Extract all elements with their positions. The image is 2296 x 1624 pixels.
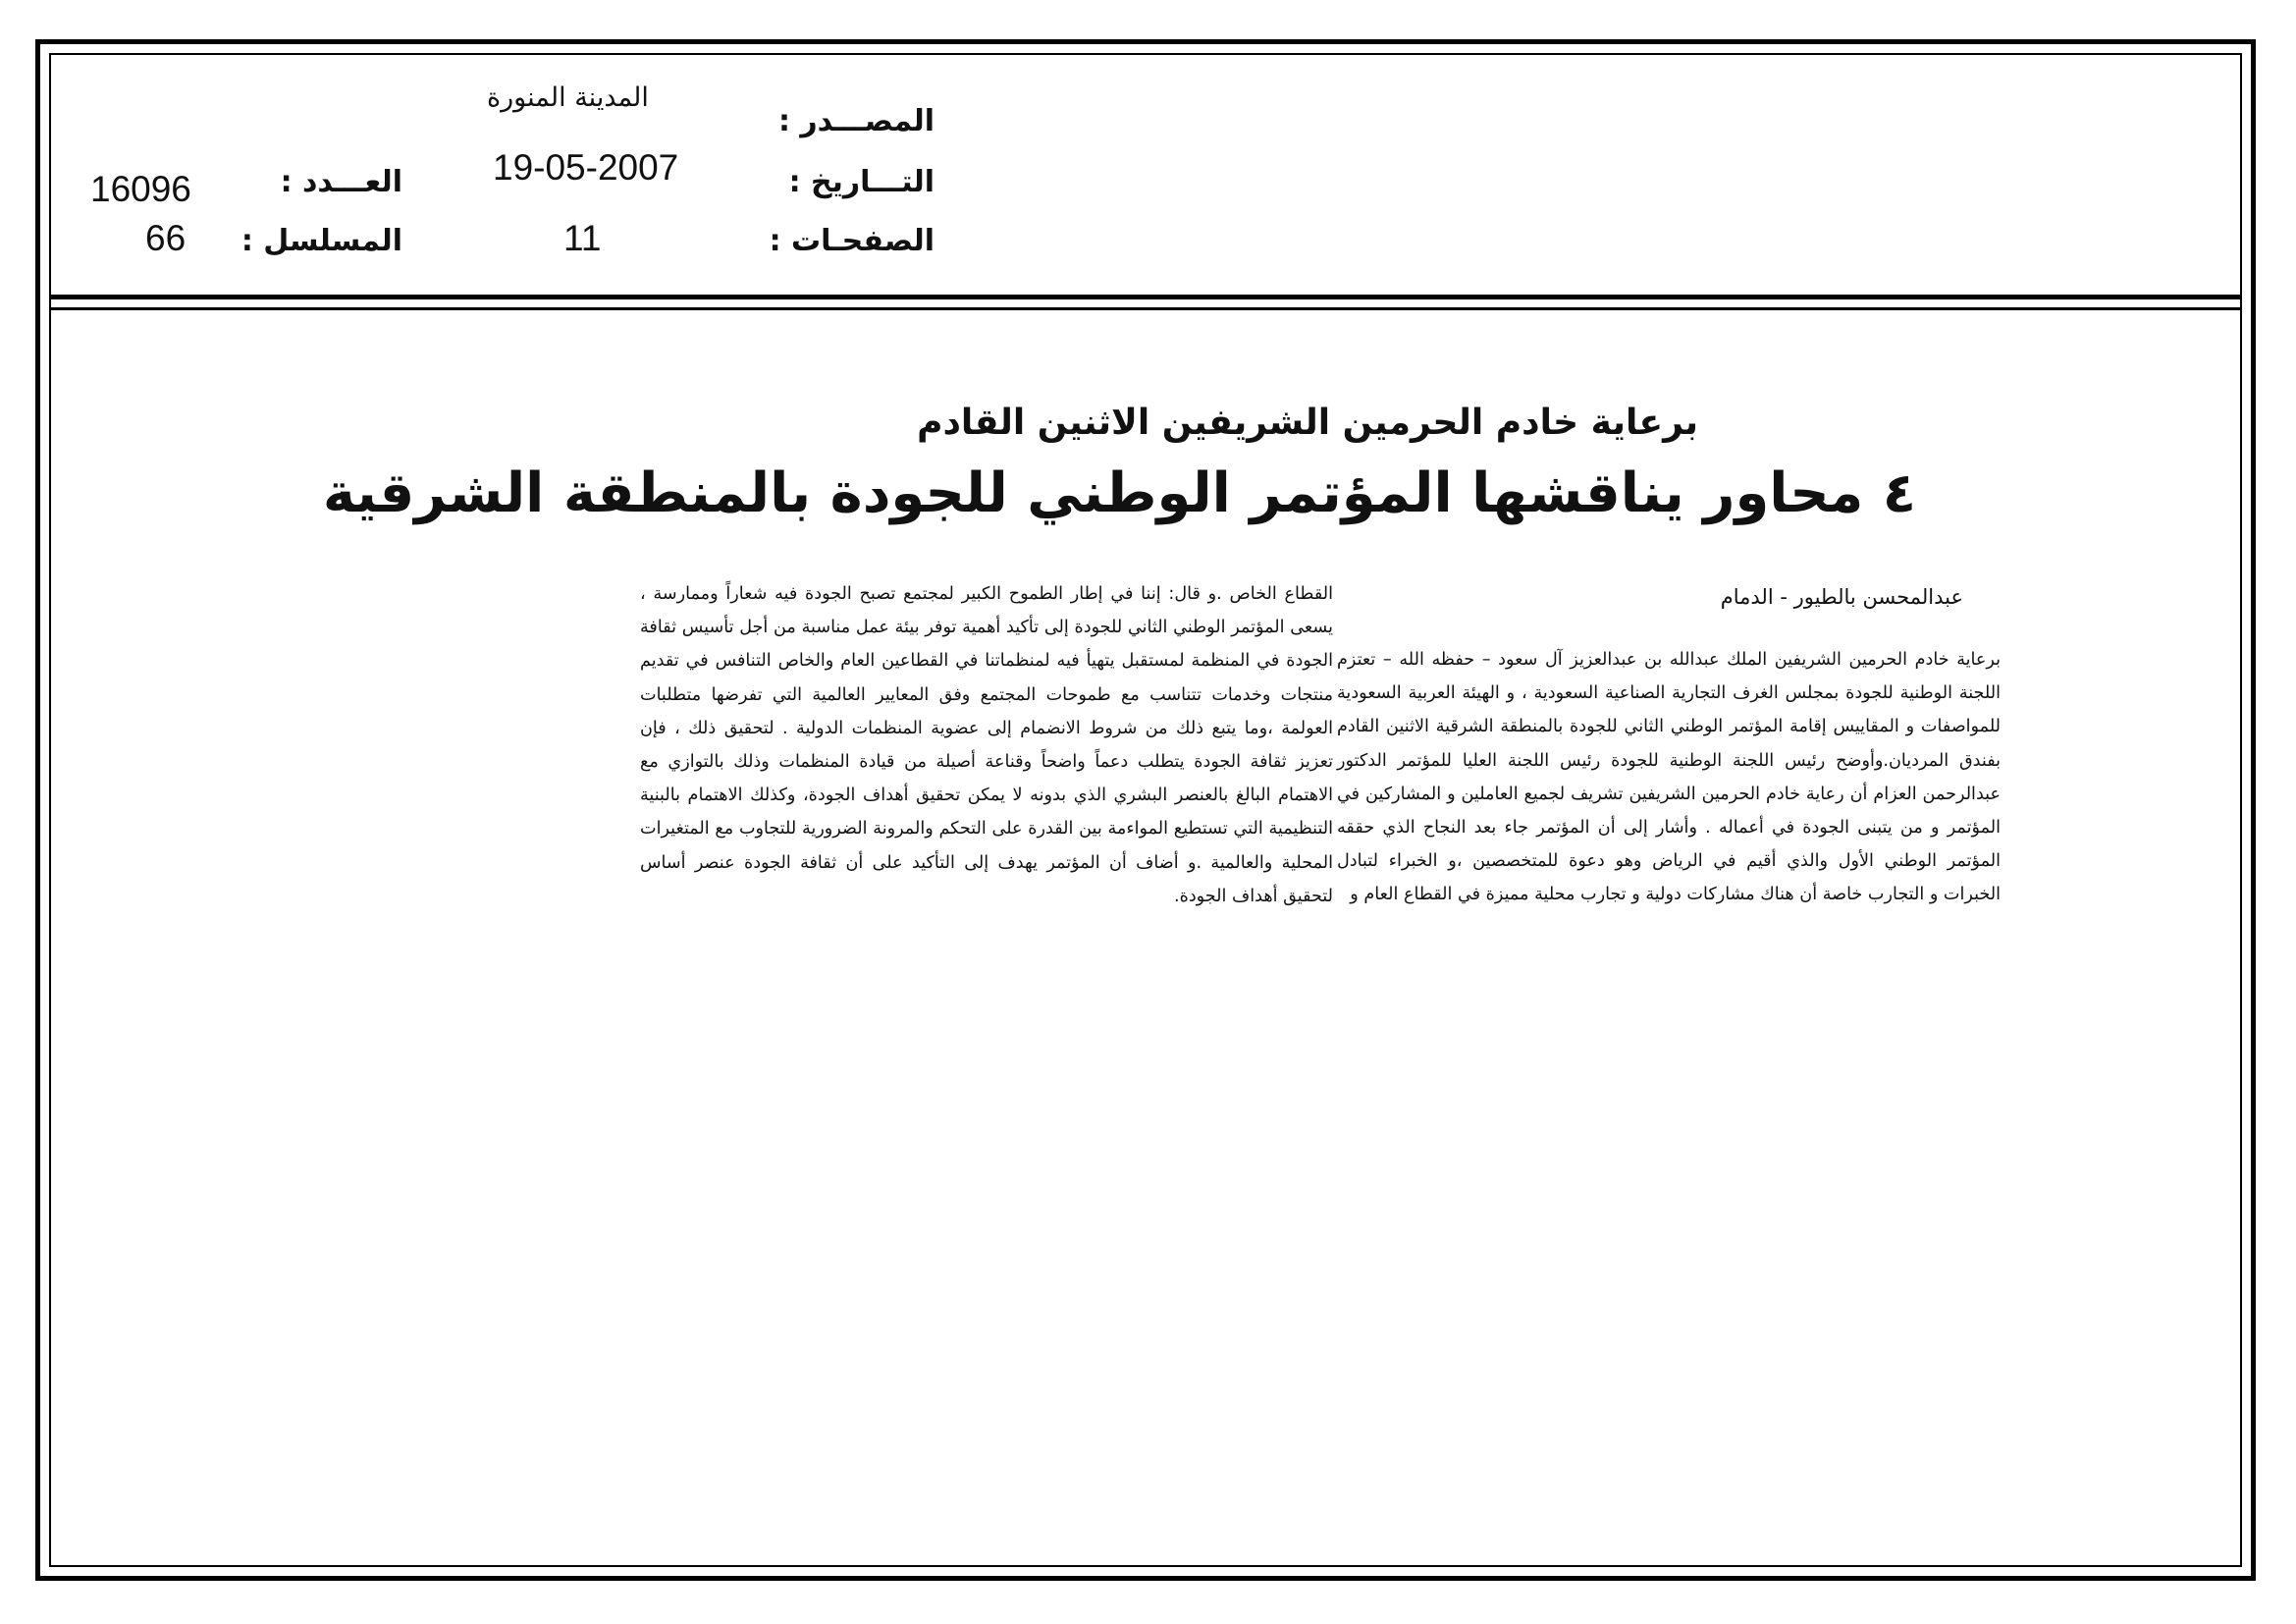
- header-divider: [49, 295, 2242, 299]
- date-value: 19-05-2007: [493, 147, 679, 188]
- serial-value: 66: [145, 218, 187, 258]
- issue-label: العـــدد :: [280, 165, 402, 199]
- article-byline: عبدالمحسن بالطيور - الدمام: [1720, 585, 1963, 609]
- date-label: التـــاريخ :: [788, 165, 934, 199]
- pages-label: الصفحـات :: [769, 224, 934, 258]
- article-kicker: برعاية خادم الحرمين الشريفين الاثنين القادم: [917, 403, 1698, 443]
- article-headline: ٤ محاور يناقشها المؤتمر الوطني للجودة بالمنطقة الشرقية: [322, 461, 1916, 525]
- source-value: المدينة المنورة: [487, 82, 649, 113]
- serial-label: المسلسل :: [240, 224, 402, 258]
- source-label: المصـــدر :: [777, 104, 934, 138]
- header-divider-thin: [49, 307, 2242, 310]
- article-column-left: القطاع الخاص .و قال: إننا في إطار الطموح الكبير لمجتمع تصبح الجودة فيه شعاراً وممارسة ، يسعى المؤتمر الوطني الثاني للجودة إلى تأكيد أهمية توفر بيئة عمل مناسبة من أجل تأسيس ثقافة الجودة في المنظمة لمستقبل يتهيأ فيه لمنظماتنا في القطاعين العام والخاص التنافس في تقديم منتجات وخدمات تتناسب مع طموحات المجتمع وفق المعايير العالمية التي تفرضها متطلبات العولمة ،وما يتبع ذلك من شروط الانضمام إلى عضوية المنظمات الدولية . لتحقيق ذلك ، فإن تعزيز ثقافة الجودة يتطلب دعماً واضحاً وقناعة أصيلة من قيادة المنظمات وذلك بالتوازي مع الاهتمام البالغ بالعنصر البشري الذي بدونه لا يمكن تحقيق أهداف الجودة، وكذلك الاهتمام بالبنية التنظيمية التي تستطيع المواءمة بين القدرة على التحكم والمرونة الضرورية للتجاوب مع المتغيرات المحلية والعالمية .و أضاف أن المؤتمر يهدف إلى التأكيد على أن ثقافة الجودة عنصر أساس لتحقيق أهداف الجودة.: [640, 584, 1333, 906]
- issue-value: 16096: [90, 169, 191, 209]
- article-column-right: برعاية خادم الحرمين الشريفين الملك عبدالله بن عبدالعزيز آل سعود – حفظه الله – تعتزم اللجنة الوطنية للجودة بمجلس الغرف التجارية الصناعية السعودية ، و الهيئة العربية السعودية للمواصفات و المقاييس إقامة المؤتمر الوطني الثاني للجودة بالمنطقة الشرقية الاثنين القادم بفندق المرديان.وأوضح رئيس اللجنة الوطنية للجودة رئيس اللجنة العليا للمؤتمر الدكتور عبدالرحمن العزام أن رعاية خادم الحرمين الشريفين تشريف لجميع العاملين و المشاركين في المؤتمر و من يتبنى الجودة في أعماله . وأشار إلى أن المؤتمر جاء بعد النجاح الذي حققه المؤتمر الوطني الأول والذي أقيم في الرياض وهو دعوة للمتخصصين ،و الخبراء لتبادل الخبرات و التجارب خاصة أن هناك مشاركات دولية و تجارب محلية مميزة في القطاع العام و: [1337, 650, 2001, 905]
- pages-value: 11: [563, 218, 602, 258]
